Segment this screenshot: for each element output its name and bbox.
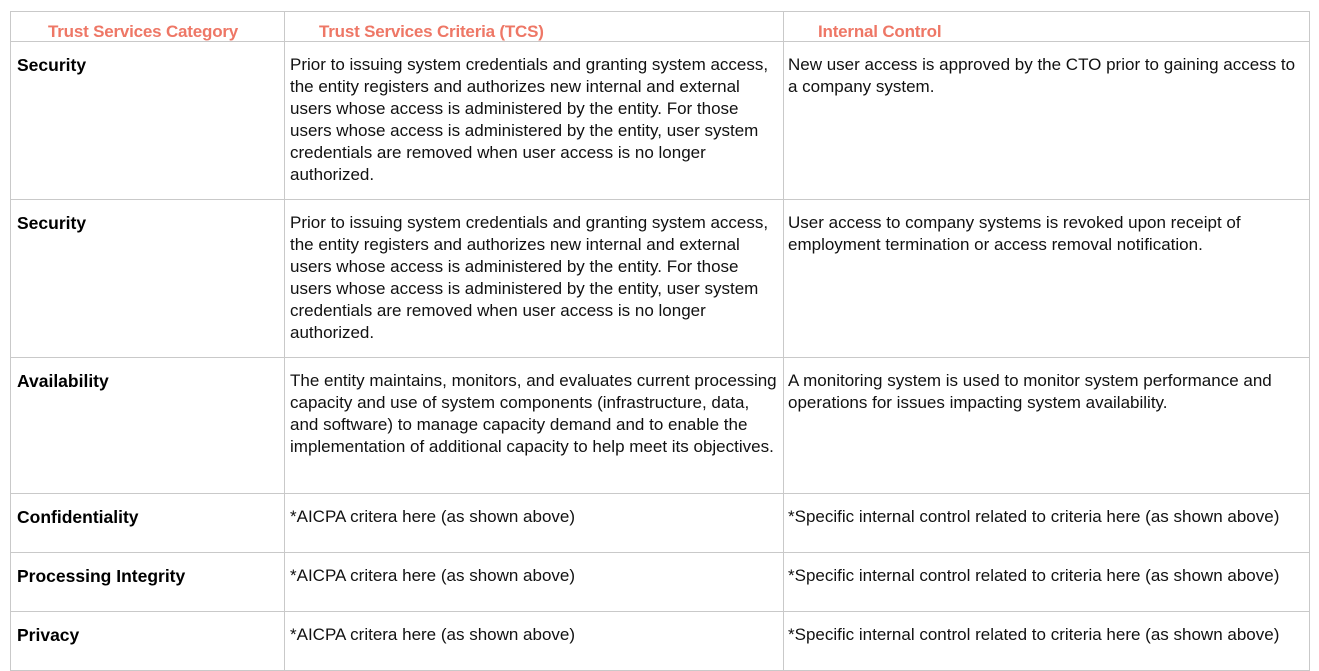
category-cell: Confidentiality xyxy=(11,494,285,553)
criteria-cell: Prior to issuing system credentials and granting system access, the entity registers and authorizes new internal and external users whose access is administered by the entity. For those users whose access is administered by the entity, user system credentials are removed when user access is no longer authorized. xyxy=(285,200,784,358)
table-row xyxy=(11,553,1310,612)
control-cell: *Specific internal control related to criteria here (as shown above) xyxy=(784,494,1310,553)
control-cell: *Specific internal control related to criteria here (as shown above) xyxy=(784,553,1310,612)
header-criteria: Trust Services Criteria (TCS) xyxy=(285,12,784,42)
table-header-row xyxy=(11,12,1310,42)
header-control: Internal Control xyxy=(784,12,1310,42)
criteria-cell: The entity maintains, monitors, and evaluates current processing capacity and use of system components (infrastructure, data, and software) to manage capacity demand and to enable the implementation of additional capacity to help meet its objectives. xyxy=(285,358,784,494)
criteria-cell: *AICPA critera here (as shown above) xyxy=(285,612,784,671)
table-row xyxy=(11,358,1310,494)
trust-services-table xyxy=(10,11,1310,671)
category-cell: Privacy xyxy=(11,612,285,671)
control-cell: A monitoring system is used to monitor system performance and operations for issues impacting system availability. xyxy=(784,358,1310,494)
table-row xyxy=(11,42,1310,200)
control-cell: *Specific internal control related to criteria here (as shown above) xyxy=(784,612,1310,671)
criteria-cell: Prior to issuing system credentials and granting system access, the entity registers and authorizes new internal and external users whose access is administered by the entity. For those users whose access is administered by the entity, user system credentials are removed when user access is no longer authorized. xyxy=(285,42,784,200)
control-cell: User access to company systems is revoked upon receipt of employment termination or access removal notification. xyxy=(784,200,1310,358)
criteria-cell: *AICPA critera here (as shown above) xyxy=(285,494,784,553)
control-cell: New user access is approved by the CTO prior to gaining access to a company system. xyxy=(784,42,1310,200)
category-cell: Availability xyxy=(11,358,285,494)
table-row xyxy=(11,494,1310,553)
category-cell: Security xyxy=(11,42,285,200)
header-category: Trust Services Category xyxy=(11,12,285,42)
table-row xyxy=(11,200,1310,358)
category-cell: Processing Integrity xyxy=(11,553,285,612)
category-cell: Security xyxy=(11,200,285,358)
criteria-cell: *AICPA critera here (as shown above) xyxy=(285,553,784,612)
table-row xyxy=(11,612,1310,671)
